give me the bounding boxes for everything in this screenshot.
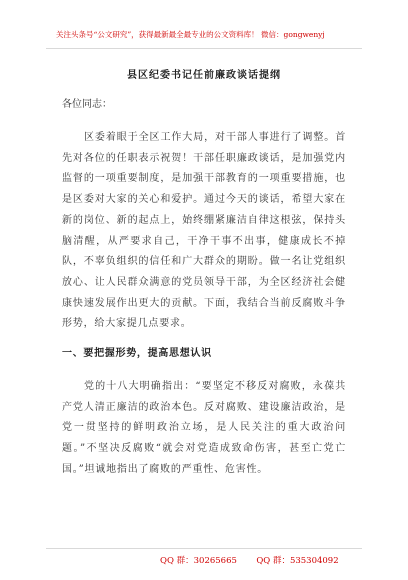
- section-1-paragraph-1: 党的十八大明确指出：“要坚定不移反对腐败，永葆共产党人清正廉洁的政治本色。反对腐败、建设廉洁政治，是党一贯坚持的鲜明政治立场，是人民关注的重大政治问题。”不坚决反腐败“就会对党造成致命伤害，甚至亡党亡国。”坦诚地指出了腐败的严重性、危害性。: [62, 381, 346, 475]
- header-divider: [46, 48, 362, 49]
- document-title: 县区纪委书记任前廉政谈话提纲: [127, 70, 281, 81]
- salutation: 各位同志：: [62, 99, 112, 110]
- footer-contact: [160, 555, 339, 567]
- footer-qq-group-1: QQ 群：30265665: [160, 556, 237, 566]
- section-heading-1: 一、要把握形势，提高思想认识: [62, 348, 212, 359]
- header-banner: 关注头条号“公文研究”，获得最新最全最专业的公文资料库！ 微信：gongwenyj: [56, 30, 325, 39]
- footer-qq-group-2: QQ 群：535304092: [256, 556, 339, 566]
- footer-divider: [46, 548, 362, 549]
- body-paragraph-1: 区委着眼于全区工作大局，对干部人事进行了调整。首先对各位的任职表示祝贺！干部任职廉政谈话，是加强党内监督的一项重要制度，是加强干部教育的一项重要措施，也是区委对大家的关心和爱护。通过今天的谈话，希望大家在新的岗位、新的起点上，始终绷紧廉洁自律这根弦，保持头脑清醒，从严要求自己，干净干事不出事，健康成长不掉队，不辜负组织的信任和广大群众的期盼。做一名让党组织放心、让人民群众满意的党员领导干部，为全区经济社会健康快速发展作出更大的贡献。下面，我结合当前反腐败斗争形势，给大家提几点要求。: [62, 132, 346, 330]
